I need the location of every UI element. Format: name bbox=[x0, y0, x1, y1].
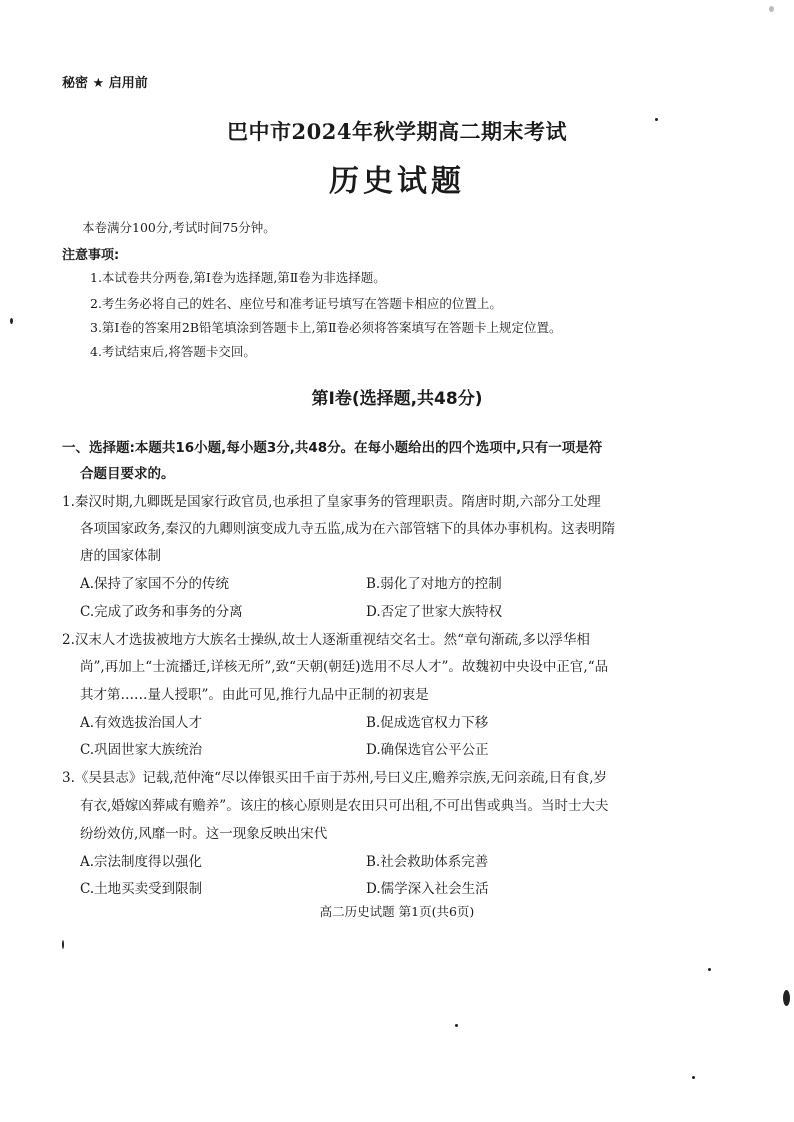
option-c: C.土地买卖受到限制 bbox=[80, 881, 203, 897]
section-intro: 一、选择题:本题共16小题,每小题3分,共48分。在每小题给出的四个选项中,只有一项是符 bbox=[62, 440, 603, 456]
option-c: C.巩固世家大族统治 bbox=[80, 742, 203, 758]
option-b: B.促成选官权力下移 bbox=[366, 715, 489, 731]
scan-speck bbox=[655, 118, 658, 121]
section-intro-cont: 合题目要求的。 bbox=[80, 466, 175, 482]
question-text: 各项国家政务,秦汉的九卿则演变成九寺五监,成为在六部管辖下的具体办事机构。这表明隋 bbox=[80, 521, 616, 537]
option-b: B.弱化了对地方的控制 bbox=[366, 576, 502, 592]
notice-heading: 注意事项: bbox=[62, 248, 120, 263]
scan-speck bbox=[62, 940, 64, 949]
notice-item: 2.考生务必将自己的姓名、座位号和准考证号填写在答题卡相应的位置上。 bbox=[90, 296, 502, 311]
question-text: 3.《吴县志》记载,范仲淹“尽以俸银买田千亩于苏州,号曰义庄,赡养宗族,无问亲疏,日有食,岁 bbox=[62, 770, 608, 786]
notice-item: 3.第Ⅰ卷的答案用2B铅笔填涂到答题卡上,第Ⅱ卷必须将答案填写在答题卡上规定位置。 bbox=[90, 320, 562, 335]
option-d: D.儒学深入社会生活 bbox=[366, 881, 489, 897]
option-a: A.有效选拔治国人才 bbox=[80, 715, 203, 731]
option-d: D.否定了世家大族特权 bbox=[366, 604, 503, 620]
option-b: B.社会救助体系完善 bbox=[366, 854, 489, 870]
scan-speck bbox=[783, 990, 790, 1006]
notice-item: 1.本试卷共分两卷,第Ⅰ卷为选择题,第Ⅱ卷为非选择题。 bbox=[90, 270, 386, 285]
exam-info: 本卷满分100分,考试时间75分钟。 bbox=[82, 220, 276, 235]
question-text: 2.汉末人才选拔被地方大族名士操纵,故士人逐渐重视结交名士。然“章句渐疏,多以浮华相 bbox=[62, 632, 590, 648]
scan-speck bbox=[708, 968, 711, 971]
confidential-label: 秘密 ★ 启用前 bbox=[62, 76, 148, 91]
scan-speck bbox=[769, 6, 774, 12]
question-text: 尚”,再加上“士流播迁,详核无所”,致“天朝(朝廷)选用不尽人才”。故魏初中央设中正官,“品 bbox=[80, 659, 609, 675]
question-text: 其才第……量人授职”。由此可见,推行九品中正制的初衷是 bbox=[80, 687, 429, 703]
option-a: A.保持了家国不分的传统 bbox=[80, 576, 230, 592]
option-d: D.确保选官公平公正 bbox=[366, 742, 489, 758]
question-text: 纷纷效仿,风靡一时。这一现象反映出宋代 bbox=[80, 826, 328, 842]
question-text: 1.秦汉时期,九卿既是国家行政官员,也承担了皇家事务的管理职责。隋唐时期,六部分工处理 bbox=[62, 494, 601, 510]
exam-title: 巴中市2024年秋学期高二期末考试 bbox=[227, 119, 567, 144]
scan-speck bbox=[455, 1024, 458, 1027]
question-text: 有衣,婚嫁凶葬咸有赡养”。该庄的核心原则是农田只可出租,不可出售或典当。当时士大夫 bbox=[80, 798, 609, 814]
scan-speck bbox=[692, 1076, 695, 1079]
section-heading: 第Ⅰ卷(选择题,共48分) bbox=[311, 389, 483, 409]
page-footer: 高二历史试题 第1页(共6页) bbox=[319, 904, 475, 919]
subject-title: 历史试题 bbox=[329, 164, 465, 199]
option-a: A.宗法制度得以强化 bbox=[80, 854, 203, 870]
notice-item: 4.考试结束后,将答题卡交回。 bbox=[90, 344, 256, 359]
question-text: 唐的国家体制 bbox=[80, 548, 161, 564]
option-c: C.完成了政务和事务的分离 bbox=[80, 604, 243, 620]
scan-speck bbox=[10, 318, 13, 324]
